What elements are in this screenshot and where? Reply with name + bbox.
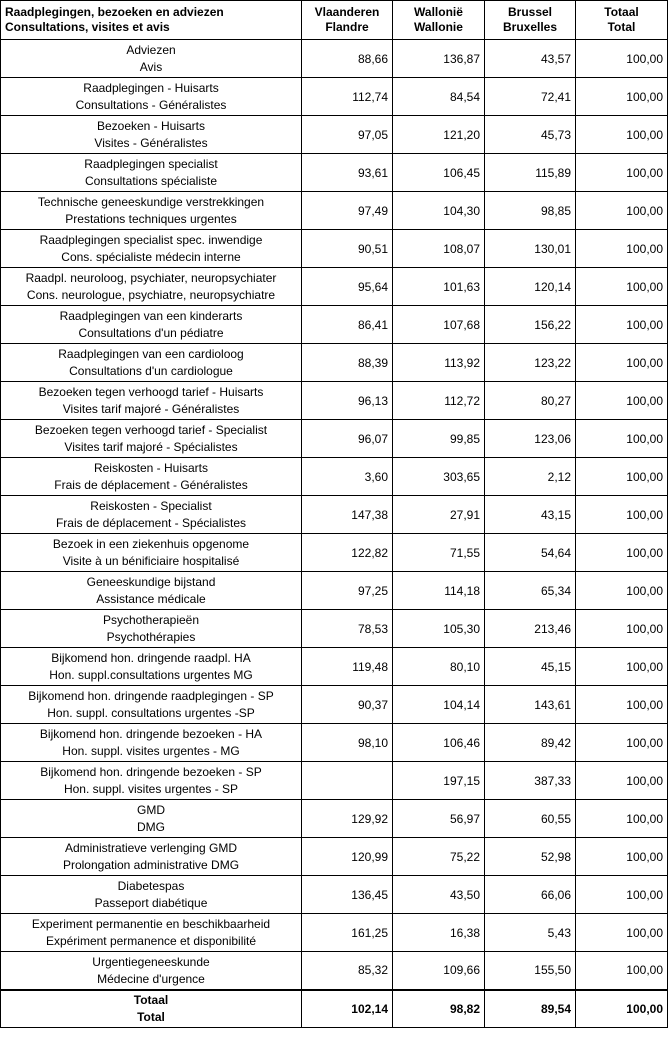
row-label-fr: Consultations d'un pédiatre (78, 326, 224, 340)
table-row (1, 914, 668, 952)
total-flanders: 102,14 (302, 990, 393, 1028)
cell-brussels: 156,22 (485, 306, 576, 344)
cell-brussels: 45,15 (485, 648, 576, 686)
cell-flanders: 97,25 (302, 572, 393, 610)
table-row (1, 230, 668, 268)
cell-wallonia: 197,15 (393, 762, 485, 800)
cell-brussels: 143,61 (485, 686, 576, 724)
row-label-nl: Raadplegingen - Huisarts (83, 81, 219, 95)
cell-wallonia: 114,18 (393, 572, 485, 610)
cell-wallonia: 104,14 (393, 686, 485, 724)
row-label-nl: Raadplegingen specialist (84, 157, 218, 171)
row-label (1, 724, 302, 762)
cell-total: 100,00 (576, 572, 668, 610)
cell-brussels: 213,46 (485, 610, 576, 648)
cell-brussels: 115,89 (485, 154, 576, 192)
table-row (1, 838, 668, 876)
row-label-nl: Bezoeken tegen verhoogd tarief - Specialist (34, 423, 268, 437)
table-row (1, 306, 668, 344)
row-label-fr: Visites tarif majoré - Spécialistes (64, 440, 238, 454)
row-label-fr: Médecine d'urgence (97, 971, 205, 986)
cell-brussels: 72,41 (485, 78, 576, 116)
cell-wallonia: 56,97 (393, 800, 485, 838)
cell-flanders: 96,13 (302, 382, 393, 420)
table-row (1, 648, 668, 686)
cell-flanders: 136,45 (302, 876, 393, 914)
row-label (1, 952, 302, 990)
table-row (1, 154, 668, 192)
row-label-fr: Passeport diabétique (94, 896, 208, 910)
header-wallonia-fr: Wallonie (414, 20, 463, 34)
row-label-nl: Administratieve verlenging GMD (64, 841, 238, 855)
row-label (1, 116, 302, 154)
table-row (1, 534, 668, 572)
cell-wallonia: 101,63 (393, 268, 485, 306)
header-category (1, 1, 302, 40)
row-label-nl: Bezoeken - Huisarts (96, 119, 206, 133)
row-label (1, 154, 302, 192)
row-label-fr: Hon. suppl.consultations urgentes MG (49, 668, 253, 682)
cell-flanders: 112,74 (302, 78, 393, 116)
table-row (1, 800, 668, 838)
row-label-nl: Psychotherapieën (102, 613, 200, 627)
row-label (1, 914, 302, 952)
cell-wallonia: 108,07 (393, 230, 485, 268)
cell-wallonia: 71,55 (393, 534, 485, 572)
cell-flanders: 129,92 (302, 800, 393, 838)
cell-brussels: 98,85 (485, 192, 576, 230)
table-row (1, 116, 668, 154)
cell-flanders: 86,41 (302, 306, 393, 344)
table-row (1, 572, 668, 610)
cell-brussels: 120,14 (485, 268, 576, 306)
cell-total: 100,00 (576, 876, 668, 914)
cell-flanders: 3,60 (302, 458, 393, 496)
cell-brussels: 65,34 (485, 572, 576, 610)
cell-flanders: 85,32 (302, 952, 393, 990)
row-label-fr: Hon. suppl. consultations urgentes -SP (47, 706, 255, 720)
header-total (576, 1, 668, 40)
cell-flanders: 161,25 (302, 914, 393, 952)
cell-wallonia: 84,54 (393, 78, 485, 116)
row-label-fr: Consultations d'un cardiologue (69, 364, 233, 378)
table-row (1, 78, 668, 116)
row-label-nl: Bezoek in een ziekenhuis opgenome (52, 537, 250, 551)
cell-wallonia: 75,22 (393, 838, 485, 876)
cell-flanders (302, 762, 393, 800)
cell-brussels: 123,22 (485, 344, 576, 382)
cell-brussels: 45,73 (485, 116, 576, 154)
cell-brussels: 89,42 (485, 724, 576, 762)
cell-brussels: 155,50 (485, 952, 576, 990)
table-header-row (1, 1, 668, 40)
cell-total: 100,00 (576, 686, 668, 724)
header-total-fr: Total (607, 20, 636, 34)
cell-total: 100,00 (576, 344, 668, 382)
row-label (1, 230, 302, 268)
row-label-nl: Bijkomend hon. dringende bezoeken - HA (39, 727, 263, 741)
row-label-nl: Diabetespas (117, 879, 185, 893)
cell-total: 100,00 (576, 78, 668, 116)
table-row (1, 40, 668, 78)
cell-flanders: 96,07 (302, 420, 393, 458)
header-brussels-nl: Brussel (507, 5, 553, 19)
cell-flanders: 78,53 (302, 610, 393, 648)
row-label (1, 800, 302, 838)
cell-flanders: 120,99 (302, 838, 393, 876)
row-label-nl: Reiskosten - Specialist (90, 499, 212, 513)
row-label-fr: Visites tarif majoré - Généralistes (62, 402, 240, 416)
cell-flanders: 97,05 (302, 116, 393, 154)
table-row (1, 496, 668, 534)
cell-total: 100,00 (576, 496, 668, 534)
table-row (1, 686, 668, 724)
cell-brussels: 54,64 (485, 534, 576, 572)
cell-total: 100,00 (576, 610, 668, 648)
cell-flanders: 88,39 (302, 344, 393, 382)
row-label-nl: Urgentiegeneeskunde (92, 954, 210, 969)
cell-brussels: 66,06 (485, 876, 576, 914)
cell-total: 100,00 (576, 952, 668, 990)
cell-brussels: 60,55 (485, 800, 576, 838)
cell-total: 100,00 (576, 458, 668, 496)
cell-total: 100,00 (576, 382, 668, 420)
cell-total: 100,00 (576, 534, 668, 572)
cell-brussels: 43,57 (485, 40, 576, 78)
header-wallonia (393, 1, 485, 40)
total-label-nl: Totaal (133, 993, 169, 1008)
row-label (1, 458, 302, 496)
cell-brussels: 5,43 (485, 914, 576, 952)
cell-total: 100,00 (576, 192, 668, 230)
row-label-nl: Raadpl. neuroloog, psychiater, neuropsychiater (25, 271, 277, 285)
cell-flanders: 90,37 (302, 686, 393, 724)
header-total-nl: Totaal (604, 5, 639, 19)
cell-wallonia: 27,91 (393, 496, 485, 534)
cell-total: 100,00 (576, 116, 668, 154)
row-label-fr: Prestations techniques urgentes (65, 212, 237, 226)
row-label-fr: Frais de déplacement - Spécialistes (55, 516, 247, 530)
header-flanders-fr: Flandre (325, 20, 369, 34)
cell-wallonia: 107,68 (393, 306, 485, 344)
header-brussels (485, 1, 576, 40)
cell-wallonia: 106,45 (393, 154, 485, 192)
row-label-fr: Assistance médicale (96, 592, 206, 606)
row-label-fr: DMG (137, 820, 165, 834)
cell-total: 100,00 (576, 838, 668, 876)
cell-wallonia: 109,66 (393, 952, 485, 990)
table-row (1, 382, 668, 420)
cell-total: 100,00 (576, 306, 668, 344)
table-row (1, 420, 668, 458)
cell-brussels: 123,06 (485, 420, 576, 458)
cell-brussels: 387,33 (485, 762, 576, 800)
table-row (1, 268, 668, 306)
row-label (1, 192, 302, 230)
cell-wallonia: 112,72 (393, 382, 485, 420)
cell-wallonia: 104,30 (393, 192, 485, 230)
total-row (1, 990, 668, 1028)
row-label-nl: Reiskosten - Huisarts (93, 461, 209, 475)
cell-total: 100,00 (576, 800, 668, 838)
cell-wallonia: 303,65 (393, 458, 485, 496)
row-label (1, 838, 302, 876)
cell-flanders: 122,82 (302, 534, 393, 572)
row-label-nl: Adviezen (126, 43, 176, 57)
table-row (1, 458, 668, 496)
cell-wallonia: 105,30 (393, 610, 485, 648)
cell-wallonia: 106,46 (393, 724, 485, 762)
table-row (1, 876, 668, 914)
row-label-fr: Visites - Généralistes (94, 136, 208, 150)
table-row (1, 192, 668, 230)
cell-total: 100,00 (576, 268, 668, 306)
row-label-fr: Hon. suppl. visites urgentes - MG (62, 744, 240, 758)
row-label (1, 762, 302, 800)
table-row (1, 762, 668, 800)
total-brussels: 89,54 (485, 990, 576, 1028)
cell-flanders: 95,64 (302, 268, 393, 306)
cell-total: 100,00 (576, 40, 668, 78)
cell-total: 100,00 (576, 762, 668, 800)
cell-brussels: 2,12 (485, 458, 576, 496)
table-row (1, 344, 668, 382)
row-label (1, 572, 302, 610)
cell-wallonia: 43,50 (393, 876, 485, 914)
row-label-fr: Cons. neurologue, psychiatre, neuropsychiatre (26, 288, 276, 302)
row-label-nl: Raadplegingen van een cardioloog (58, 347, 244, 361)
row-label-nl: GMD (137, 803, 165, 817)
total-label-fr: Total (137, 1010, 165, 1025)
row-label-nl: Bijkomend hon. dringende raadpl. HA (51, 651, 251, 665)
cell-flanders: 90,51 (302, 230, 393, 268)
row-label-nl: Raadplegingen van een kinderarts (59, 309, 243, 323)
row-label-fr: Visite à un bénificiaire hospitalisé (62, 554, 240, 568)
header-category-fr: Consultations, visites et avis (5, 20, 170, 34)
cell-wallonia: 80,10 (393, 648, 485, 686)
row-label-fr: Cons. spécialiste médecin interne (61, 250, 241, 264)
row-label-nl: Geneeskundige bijstand (86, 575, 216, 589)
cell-brussels: 130,01 (485, 230, 576, 268)
header-wallonia-nl: Wallonië (414, 5, 463, 19)
cell-flanders: 93,61 (302, 154, 393, 192)
table-row (1, 610, 668, 648)
row-label-nl: Experiment permanentie en beschikbaarheid (31, 917, 271, 931)
cell-total: 100,00 (576, 914, 668, 952)
table-row (1, 952, 668, 990)
cell-wallonia: 113,92 (393, 344, 485, 382)
row-label-fr: Consultations spécialiste (84, 174, 218, 188)
row-label-fr: Expériment permanence et disponibilité (45, 934, 257, 948)
header-flanders-nl: Vlaanderen (314, 5, 380, 19)
cell-wallonia: 99,85 (393, 420, 485, 458)
row-label (1, 268, 302, 306)
cell-flanders: 97,49 (302, 192, 393, 230)
row-label (1, 382, 302, 420)
row-label-fr: Avis (139, 60, 163, 74)
row-label-nl: Bijkomend hon. dringende bezoeken - SP (40, 765, 262, 779)
row-label-nl: Bezoeken tegen verhoogd tarief - Huisarts (38, 385, 264, 399)
cell-total: 100,00 (576, 420, 668, 458)
row-label (1, 648, 302, 686)
cell-total: 100,00 (576, 648, 668, 686)
row-label (1, 306, 302, 344)
row-label (1, 610, 302, 648)
cell-wallonia: 121,20 (393, 116, 485, 154)
row-label (1, 78, 302, 116)
table-body (1, 40, 668, 990)
cell-wallonia: 136,87 (393, 40, 485, 78)
total-total: 100,00 (576, 990, 668, 1028)
cell-flanders: 119,48 (302, 648, 393, 686)
row-label-fr: Hon. suppl. visites urgentes - SP (63, 782, 239, 796)
row-label (1, 344, 302, 382)
table-row (1, 724, 668, 762)
header-flanders (302, 1, 393, 40)
cell-flanders: 147,38 (302, 496, 393, 534)
row-label (1, 40, 302, 78)
cell-wallonia: 16,38 (393, 914, 485, 952)
total-wallonia: 98,82 (393, 990, 485, 1028)
row-label (1, 420, 302, 458)
row-label-fr: Frais de déplacement - Généralistes (54, 478, 248, 492)
cell-total: 100,00 (576, 154, 668, 192)
cell-brussels: 80,27 (485, 382, 576, 420)
total-label (1, 990, 302, 1028)
row-label-nl: Bijkomend hon. dringende raadplegingen - SP (28, 689, 274, 703)
row-label-fr: Prolongation administrative DMG (62, 858, 240, 872)
header-brussels-fr: Bruxelles (502, 20, 558, 34)
row-label-nl: Raadplegingen specialist spec. inwendige (39, 233, 263, 247)
cell-brussels: 52,98 (485, 838, 576, 876)
cell-total: 100,00 (576, 724, 668, 762)
cell-flanders: 98,10 (302, 724, 393, 762)
cell-flanders: 88,66 (302, 40, 393, 78)
row-label (1, 534, 302, 572)
row-label-nl: Technische geneeskundige verstrekkingen (37, 195, 265, 209)
row-label (1, 876, 302, 914)
cell-total: 100,00 (576, 230, 668, 268)
row-label (1, 496, 302, 534)
row-label-fr: Consultations - Généralistes (75, 98, 227, 112)
header-category-nl: Raadplegingen, bezoeken en adviezen (5, 5, 224, 19)
cell-brussels: 43,15 (485, 496, 576, 534)
row-label-fr: Psychothérapies (106, 630, 196, 644)
row-label (1, 686, 302, 724)
